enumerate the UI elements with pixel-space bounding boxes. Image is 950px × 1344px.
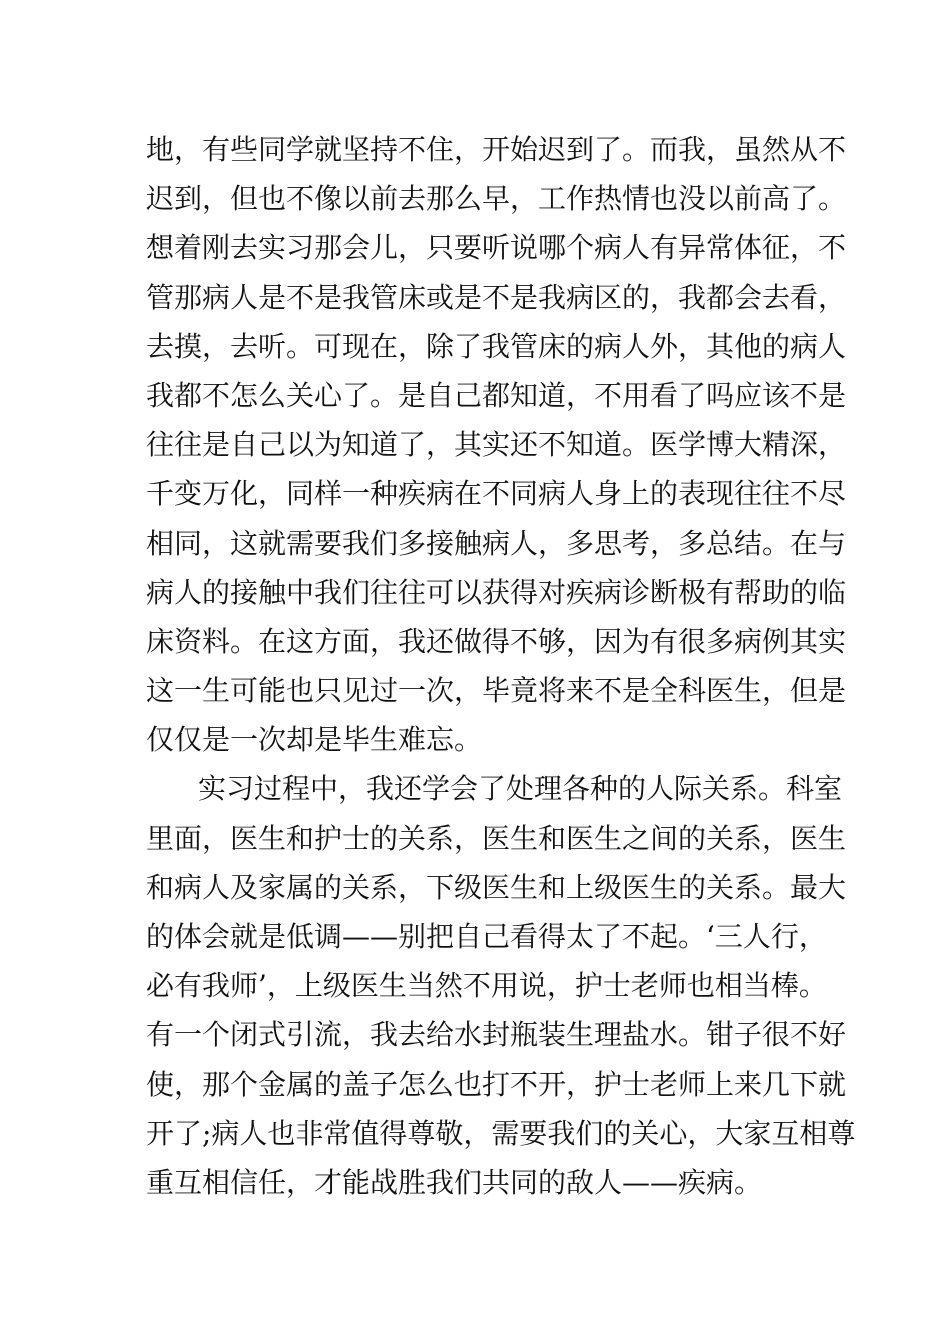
text-line: 重互相信任，才能战胜我们共同的敌人——疾病。 (146, 1165, 763, 1199)
text-line: 开了;病人也非常值得尊敬，需要我们的关心，大家互相尊 (146, 1116, 856, 1150)
text-line: 有一个闭式引流，我去给水封瓶装生理盐水。钳子很不好 (146, 1018, 847, 1052)
text-line: 床资料。在这方面，我还做得不够，因为有很多病例其实 (146, 624, 847, 658)
text-line: 这一生可能也只见过一次，毕竟将来不是全科医生，但是 (146, 674, 847, 708)
text-line: 病人的接触中我们往往可以获得对疾病诊断极有帮助的临 (146, 575, 847, 609)
text-line: 我都不怎么关心了。是自己都知道，不用看了吗应该不是 (146, 378, 847, 412)
text-line: 和病人及家属的关系，下级医生和上级医生的关系。最大 (146, 870, 847, 904)
text-line: 地，有些同学就坚持不住，开始迟到了。而我，虽然从不 (146, 133, 847, 166)
text-line: 相同，这就需要我们多接触病人，多思考，多总结。在与 (146, 526, 847, 560)
text-line: 的体会就是低调——别把自己看得太了不起。‘三人行， (146, 920, 827, 953)
text-line: 想着刚去实习那会儿，只要听说哪个病人有异常体征，不 (146, 231, 847, 265)
text-line: 千变万化，同样一种疾病在不同病人身上的表现往往不尽 (146, 477, 847, 511)
text-line: 里面，医生和护士的关系，医生和医生之间的关系，医生 (146, 821, 847, 855)
text-line: 必有我师’，上级医生当然不用说，护士老师也相当棒。 (146, 969, 827, 1003)
text-line: 实习过程中，我还学会了处理各种的人际关系。科室 (198, 772, 843, 806)
text-line: 仅仅是一次却是毕生难忘。 (146, 723, 483, 757)
body-text (146, 125, 856, 1207)
text-line: 管那病人是不是我管床或是不是我病区的，我都会去看， (146, 280, 847, 314)
text-line: 使，那个金属的盖子怎么也打不开，护士老师上来几下就 (146, 1067, 847, 1101)
text-line: 往往是自己以为知道了，其实还不知道。医学博大精深， (146, 428, 847, 462)
text-line: 去摸，去听。可现在，除了我管床的病人外，其他的病人 (146, 329, 847, 363)
text-line: 迟到，但也不像以前去那么早，工作热情也没以前高了。 (146, 182, 847, 216)
